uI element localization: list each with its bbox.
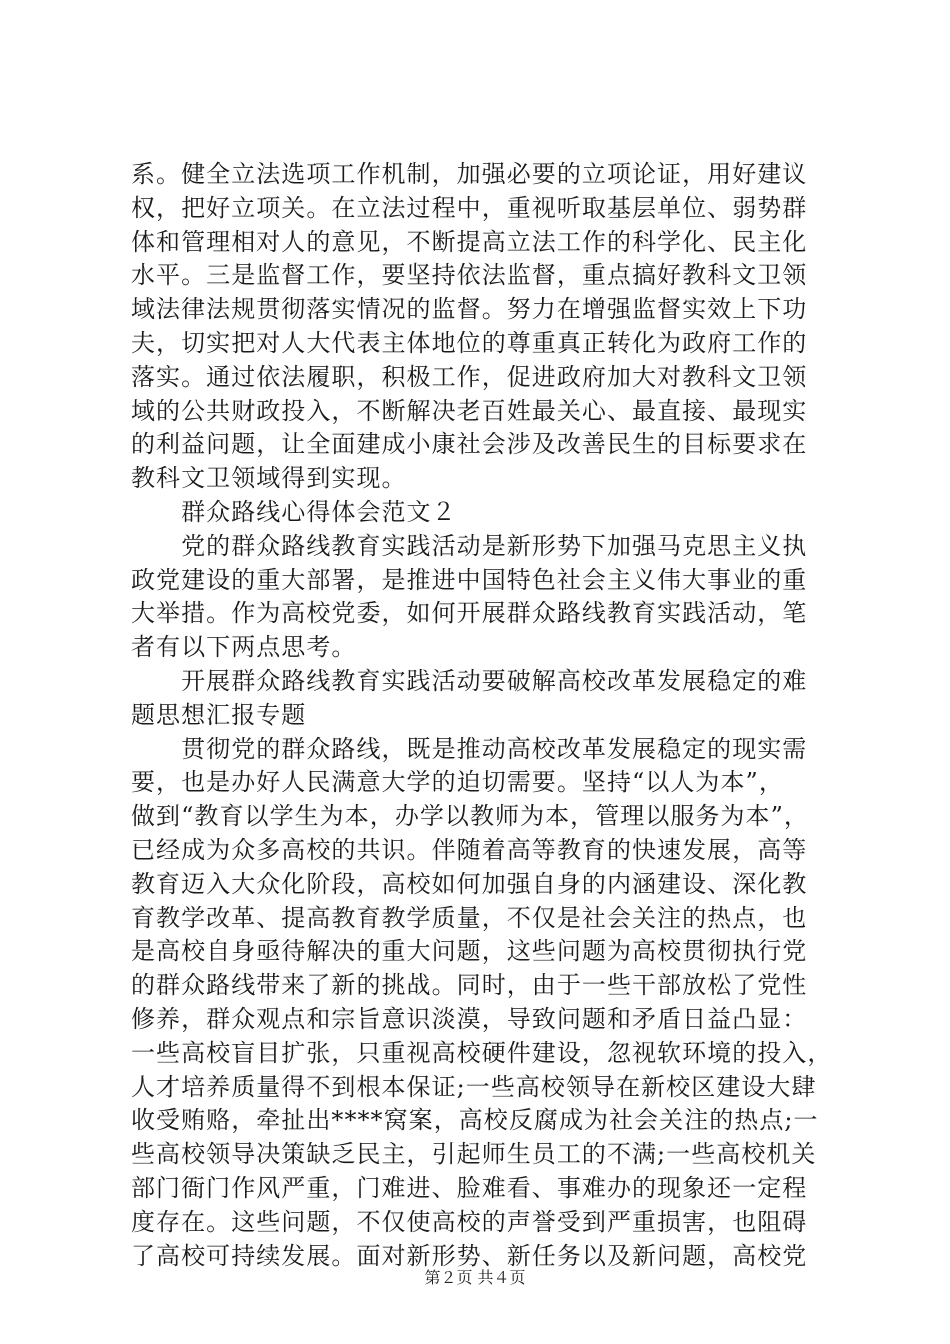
text-line: 些高校领导决策缺乏民主，引起师生员工的不满;一些高校机关 — [131, 1140, 817, 1169]
text-line: 做到“教育以学生为本，办学以教师为本，管理以服务为本”， — [131, 802, 809, 831]
text-line: 度存在。这些问题，不仅使高校的声誉受到严重损害，也阻碍 — [131, 1207, 808, 1236]
text-line: 党的群众路线教育实践活动是新形势下加强马克思主义执 — [131, 531, 808, 560]
text-line: 是高校自身亟待解决的重大问题，这些问题为高校贯彻执行党 — [131, 937, 808, 966]
text-line: 教育迈入大众化阶段，高校如何加强自身的内涵建设、深化教 — [131, 869, 808, 898]
text-line: 收受贿赂，牵扯出****窝案，高校反腐成为社会关注的热点;一 — [131, 1106, 819, 1135]
text-line: 开展群众路线教育实践活动要破解高校改革发展稳定的难 — [131, 666, 808, 695]
text-line: 大举措。作为高校党委，如何开展群众路线教育实践活动，笔 — [131, 599, 808, 628]
text-line: 部门衙门作风严重，门难进、脸难看、事难办的现象还一定程 — [131, 1173, 808, 1202]
text-line: 要，也是办好人民满意大学的迫切需要。坚持“以人为本”， — [131, 768, 784, 797]
text-line: 的利益问题，让全面建成小康社会涉及改善民生的目标要求在 — [131, 430, 808, 459]
page-footer: 第２页 共４页 — [424, 1268, 526, 1287]
text-line: 权，把好立项关。在立法过程中，重视听取基层单位、弱势群 — [131, 193, 808, 222]
text-line: 育教学改革、提高教育教学质量，不仅是社会关注的热点，也 — [131, 903, 808, 932]
text-line: 一些高校盲目扩张，只重视高校硬件建设，忽视软环境的投入， — [131, 1038, 833, 1067]
text-line: 者有以下两点思考。 — [131, 633, 357, 662]
text-line: 域的公共财政投入，不断解决老百姓最关心、最直接、最现实 — [131, 396, 808, 425]
text-line: 域法律法规贯彻落实情况的监督。努力在增强监督实效上下功 — [131, 295, 808, 324]
text-line: 夫，切实把对人大代表主体地位的尊重真正转化为政府工作的 — [131, 328, 808, 357]
document-body — [131, 158, 831, 1273]
text-line: 贯彻党的群众路线，既是推动高校改革发展稳定的现实需 — [131, 734, 808, 763]
text-line: 的群众路线带来了新的挑战。同时，由于一些干部放松了党性 — [131, 971, 808, 1000]
text-line: 了高校可持续发展。面对新形势、新任务以及新问题，高校党 — [131, 1241, 808, 1270]
text-line: 落实。通过依法履职，积极工作，促进政府加大对教科文卫领 — [131, 362, 808, 391]
text-line: 人才培养质量得不到根本保证;一些高校领导在新校区建设大肆 — [131, 1072, 817, 1101]
section-heading: 群众路线心得体会范文２ — [131, 497, 457, 526]
text-line: 体和管理相对人的意见，不断提高立法工作的科学化、民主化 — [131, 227, 808, 256]
text-line: 修养，群众观点和宗旨意识淡漠，导致问题和矛盾日益凸显： — [131, 1004, 808, 1033]
text-line: 政党建设的重大部署，是推进中国特色社会主义伟大事业的重 — [131, 565, 808, 594]
text-line: 水平。三是监督工作，要坚持依法监督，重点搞好教科文卫领 — [131, 261, 808, 290]
text-line: 已经成为众多高校的共识。伴随着高等教育的快速发展，高等 — [131, 835, 808, 864]
text-line: 系。健全立法选项工作机制，加强必要的立项论证，用好建议 — [131, 160, 808, 188]
text-line: 教科文卫领域得到实现。 — [131, 464, 407, 493]
text-line: 题思想汇报专题 — [131, 700, 307, 729]
